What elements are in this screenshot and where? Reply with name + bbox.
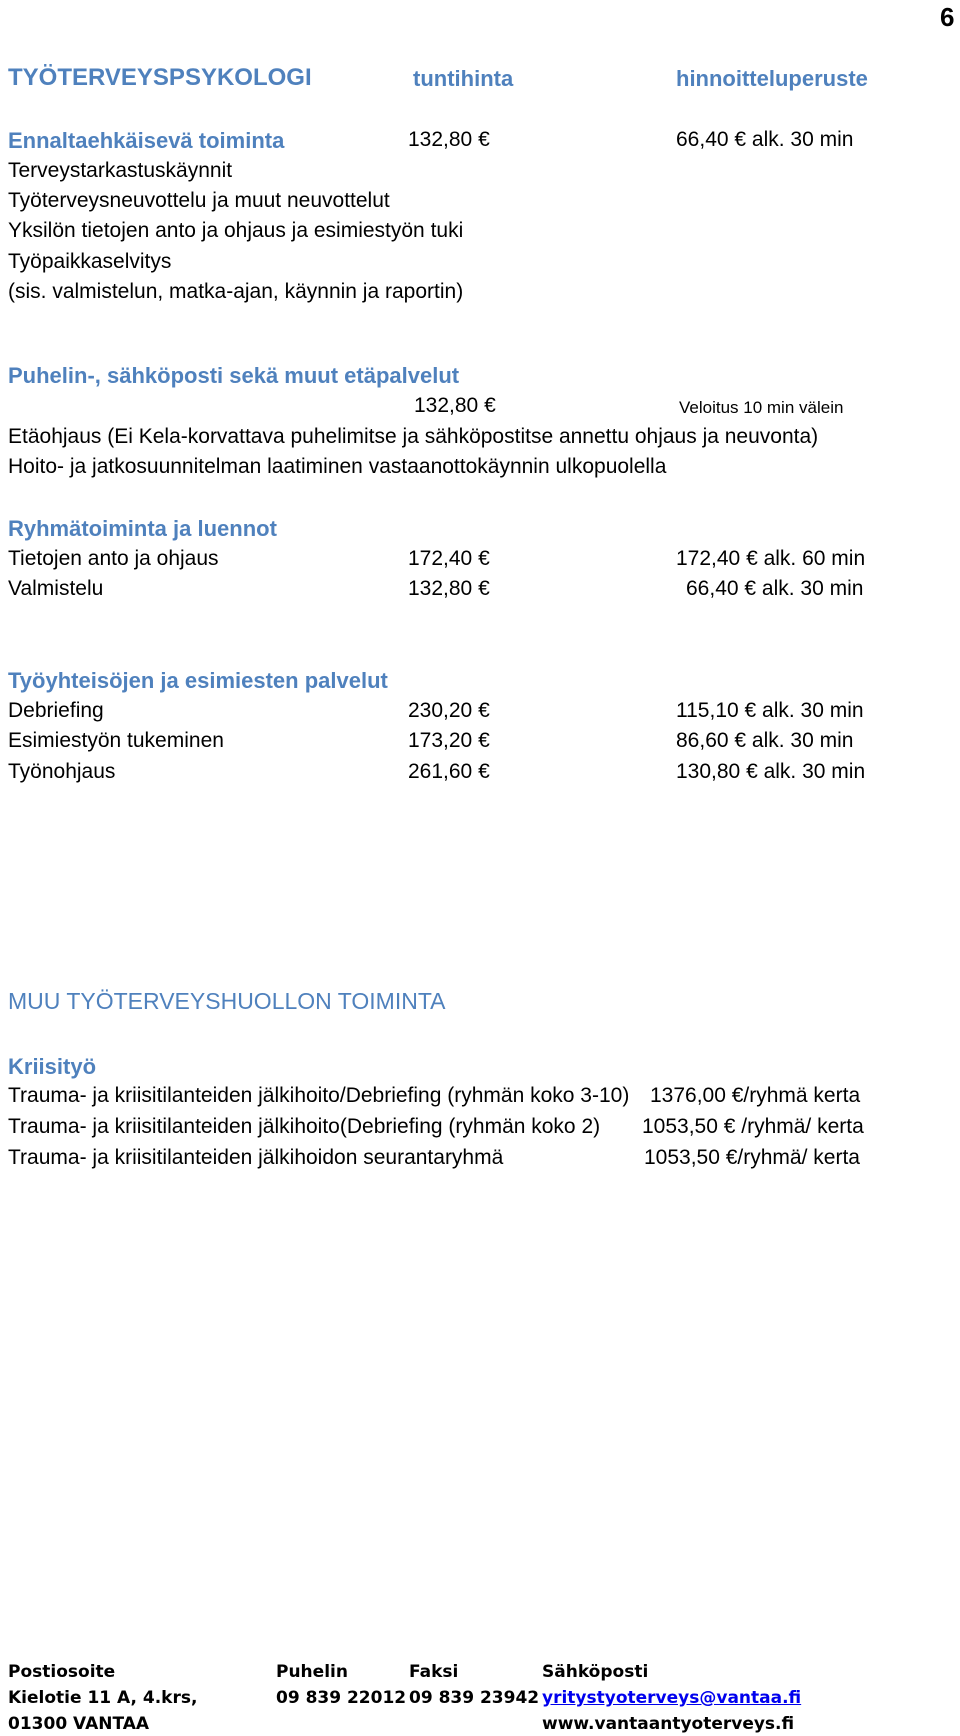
list-item: Työpaikkaselvitys (8, 250, 172, 273)
page-title: TYÖTERVEYSPSYKOLOGI (8, 64, 312, 91)
table-row-basis: 86,60 € alk. 30 min (676, 729, 854, 752)
footer-email-link[interactable]: yritystyoterveys@vantaa.fi (542, 1688, 802, 1708)
table-row-price: 1053,50 € /ryhmä/ kerta (642, 1115, 864, 1138)
table-row-price: 173,20 € (408, 729, 490, 752)
footer-phone: 09 839 22012 (276, 1688, 407, 1708)
page-number: 6 (940, 2, 955, 32)
section-price: 132,80 € (408, 128, 490, 151)
list-item: Hoito- ja jatkosuunnitelman laatiminen vastaanottokäynnin ulkopuolella (8, 455, 667, 478)
table-row-label: Esimiestyön tukeminen (8, 729, 224, 752)
footer-address-line2: 01300 VANTAA (8, 1714, 150, 1734)
section-title-ennaltaehkaiseva: Ennaltaehkäisevä toiminta (8, 128, 285, 153)
list-item: Työterveysneuvottelu ja muut neuvottelut (8, 189, 390, 212)
footer-website: www.vantaantyoterveys.fi (542, 1714, 795, 1734)
section-title-etapalvelut: Puhelin-, sähköposti sekä muut etäpalvelut (8, 363, 460, 388)
table-row-label: Debriefing (8, 699, 104, 722)
table-row-label: Työnohjaus (8, 760, 116, 783)
footer-fax-label: Faksi (409, 1662, 459, 1682)
footer-address-line1: Kielotie 11 A, 4.krs, (8, 1688, 198, 1708)
column-header-price: tuntihinta (413, 66, 514, 91)
table-row-label: Trauma- ja kriisitilanteiden jälkihoidon seurantaryhmä (8, 1146, 504, 1169)
footer-fax: 09 839 23942 (409, 1688, 540, 1708)
section-title-ryhmatoiminta: Ryhmätoiminta ja luennot (8, 516, 277, 541)
table-row-basis: 66,40 € alk. 30 min (686, 577, 864, 600)
table-row-label: Valmistelu (8, 577, 104, 600)
table-row-price: 230,20 € (408, 699, 490, 722)
table-row-basis: 130,80 € alk. 30 min (676, 760, 866, 783)
list-item: Yksilön tietojen anto ja ohjaus ja esimiestyön tuki (8, 219, 464, 242)
footer-address-label: Postiosoite (8, 1662, 116, 1682)
section-title-muu-toiminta: MUU TYÖTERVEYSHUOLLON TOIMINTA (8, 988, 446, 1014)
table-row-label: Tietojen anto ja ohjaus (8, 547, 219, 570)
table-row-price: 1376,00 €/ryhmä kerta (650, 1084, 861, 1107)
table-row-basis: 115,10 € alk. 30 min (676, 699, 864, 722)
table-row-price: 172,40 € (408, 547, 490, 570)
list-item: Terveystarkastuskäynnit (8, 159, 233, 182)
list-item: (sis. valmistelun, matka-ajan, käynnin ja raportin) (8, 280, 464, 303)
table-row-price: 1053,50 €/ryhmä/ kerta (644, 1146, 860, 1169)
table-row-label: Trauma- ja kriisitilanteiden jälkihoito/Debriefing (ryhmän koko 3-10) (8, 1084, 630, 1107)
table-row-price: 261,60 € (408, 760, 490, 783)
section-price: 132,80 € (414, 394, 496, 417)
table-row-basis: 172,40 € alk. 60 min (676, 547, 866, 570)
list-item: Etäohjaus (Ei Kela-korvattava puhelimitse ja sähköpostitse annettu ohjaus ja neuvonta) (8, 425, 819, 448)
table-row-label: Trauma- ja kriisitilanteiden jälkihoito(Debriefing (ryhmän koko 2) (8, 1115, 601, 1138)
section-title-tyoyhteisot: Työyhteisöjen ja esimiesten palvelut (8, 668, 388, 693)
subsection-title-kriisityo: Kriisityö (8, 1054, 97, 1079)
section-basis: 66,40 € alk. 30 min (676, 128, 854, 151)
table-row-price: 132,80 € (408, 577, 490, 600)
section-basis: Veloitus 10 min välein (679, 398, 844, 417)
footer-email-label: Sähköposti (542, 1662, 649, 1682)
footer-phone-label: Puhelin (276, 1662, 348, 1682)
column-header-basis: hinnoitteluperuste (676, 66, 868, 91)
